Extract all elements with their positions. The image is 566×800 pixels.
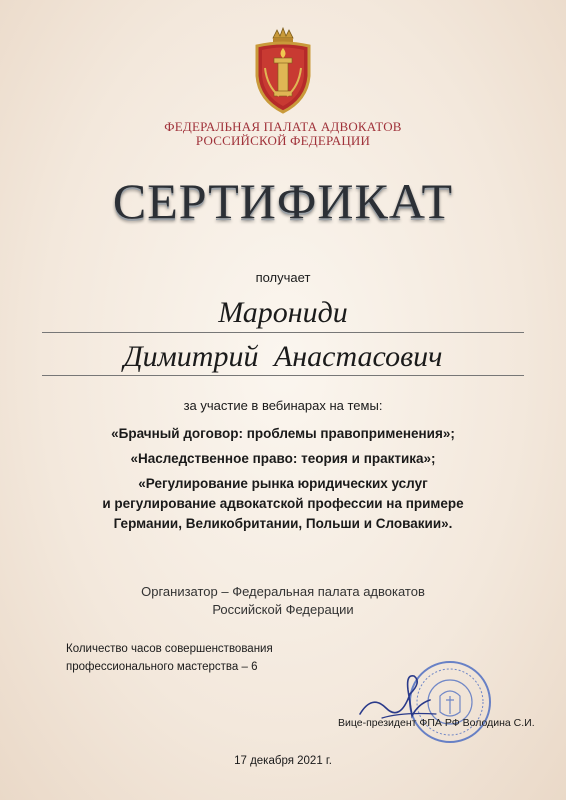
recipient-surname: Марониди: [218, 296, 348, 329]
certificate-title: СЕРТИФИКАТ: [112, 173, 454, 229]
training-hours-line2: профессионального мастерства – 6: [66, 661, 258, 673]
receives-label: получает: [255, 270, 311, 285]
issue-date: 17 декабря 2021 г.: [234, 755, 332, 767]
org-name-line1: ФЕДЕРАЛЬНАЯ ПАЛАТА АДВОКАТОВ: [164, 119, 402, 134]
federal-bar-emblem-icon: [247, 24, 319, 116]
organizer-line2: Российской Федерации: [212, 602, 354, 617]
divider-line: [42, 332, 524, 333]
signatory: Вице-президент ФПА РФ Володина С.И.: [338, 717, 535, 729]
webinar-topic-1: «Брачный договор: проблемы правоприменения»;: [111, 426, 455, 441]
webinar-topic-3-line1: «Регулирование рынка юридических услуг: [138, 476, 428, 491]
organizer: [0, 583, 566, 619]
organizer-line1: Организатор – Федеральная палата адвокатов: [141, 584, 425, 599]
training-hours: [66, 640, 273, 676]
participation-label: за участие в вебинарах на темы:: [183, 398, 383, 413]
webinar-topic-3: [0, 474, 566, 534]
webinar-topic-3-line2: и регулирование адвокатской профессии на примере: [102, 496, 464, 511]
recipient-given-name: Димитрий Анастасович: [123, 340, 443, 373]
divider-line: [42, 375, 524, 376]
org-name-line2: РОССИЙСКОЙ ФЕДЕРАЦИИ: [195, 133, 371, 148]
webinar-topic-2: «Наследственное право: теория и практика»;: [130, 451, 436, 466]
webinar-topic-3-line3: Германии, Великобритании, Польши и Словакии».: [113, 516, 453, 531]
training-hours-line1: Количество часов совершенствования: [66, 643, 273, 655]
